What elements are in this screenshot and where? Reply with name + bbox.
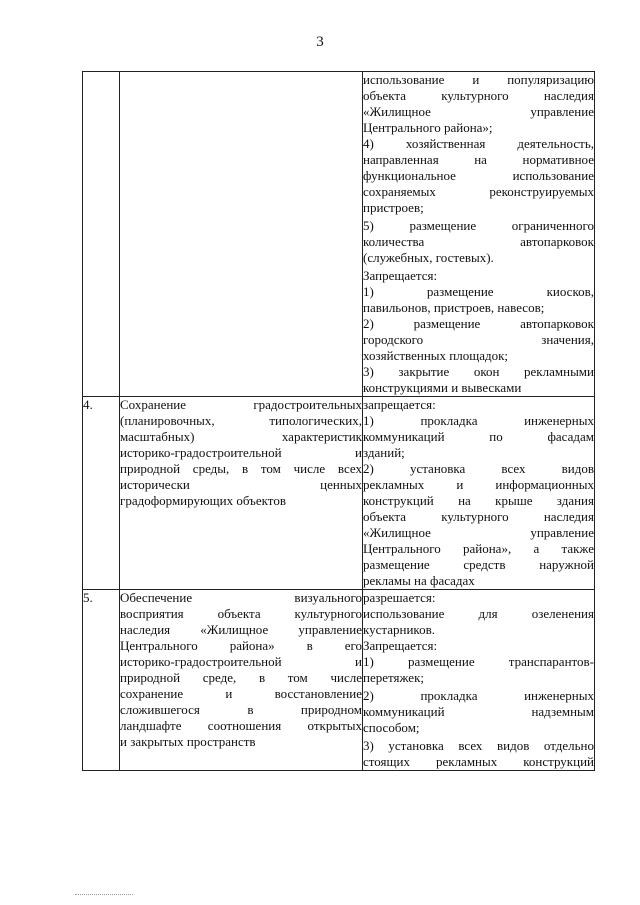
text-line: природной среде, в том числе — [120, 670, 362, 685]
text-line: историко-градостроительной и — [120, 445, 362, 460]
text-line: коммуникаций надземным — [363, 704, 594, 719]
text-line: наследия «Жилищное управление — [120, 622, 362, 637]
row-number — [83, 72, 120, 397]
condition-cell — [120, 72, 363, 397]
text-line: объекта культурного наследия — [363, 88, 594, 103]
text-line: кустарников. — [363, 622, 435, 637]
text-line: (служебных, гостевых). — [363, 250, 494, 265]
text-line: пристроев; — [363, 200, 424, 215]
requirements-cell — [363, 72, 595, 397]
text-line: сохраняемых реконструируемых — [363, 184, 594, 199]
text-line: 5) размещение ограниченного — [363, 218, 594, 233]
text-line: Центрального района», а также — [363, 541, 594, 556]
text-line: конструкциями и вывесками — [363, 380, 522, 395]
footer-mark — [75, 894, 133, 896]
text-line: Обеспечение визуального — [120, 590, 362, 605]
text-line: коммуникаций по фасадам — [363, 429, 594, 444]
text-line: использование для озеленения — [363, 606, 594, 621]
text-line: 1) прокладка инженерных — [363, 413, 594, 428]
regulations-table — [82, 71, 595, 771]
text-line: способом; — [363, 720, 420, 735]
row-number: 5. — [83, 590, 120, 771]
text-line: (планировочных, типологических, — [120, 413, 362, 428]
text-line: Запрещается: — [363, 638, 438, 653]
text-line: 2) размещение автопарковок — [363, 316, 594, 331]
text-line: сложившегося в природном — [120, 702, 362, 717]
text-line: 4) хозяйственная деятельность, — [363, 136, 594, 151]
text-line: функциональное использование — [363, 168, 594, 183]
text-line: Центрального района» в его — [120, 638, 362, 653]
text-line: использование и популяризацию — [363, 72, 594, 87]
text-line: рекламы на фасадах — [363, 573, 475, 588]
text-line: «Жилищное управление — [363, 525, 594, 540]
text-line: «Жилищное управление — [363, 104, 594, 119]
text-line: павильонов, пристроев, навесов; — [363, 300, 545, 315]
text-line: восприятия объекта культурного — [120, 606, 362, 621]
text-line: 2) установка всех видов — [363, 461, 594, 476]
requirements-cell — [363, 397, 595, 590]
text-line: масштабных) характеристик — [120, 429, 362, 444]
requirements-cell — [363, 590, 595, 771]
text-line: природной среды, в том числе всех — [120, 461, 362, 476]
text-line: городского значения, — [363, 332, 594, 347]
text-line: перетяжек; — [363, 670, 424, 685]
text-line: 2) прокладка инженерных — [363, 688, 594, 703]
text-line: объекта культурного наследия — [363, 509, 594, 524]
page-number: 3 — [316, 34, 324, 50]
text-line: конструкций на крыше здания — [363, 493, 594, 508]
text-line: 1) размещение транспарантов- — [363, 654, 594, 669]
text-line: стоящих рекламных конструкций — [363, 754, 594, 769]
text-line: Центрального района»; — [363, 120, 493, 135]
text-line: рекламных и информационных — [363, 477, 594, 492]
text-line: ландшафте соотношения открытых — [120, 718, 362, 733]
text-line: историко-градостроительной и — [120, 654, 362, 669]
row-number: 4. — [83, 397, 120, 590]
text-line: Сохранение градостроительных — [120, 397, 362, 412]
condition-cell — [120, 590, 363, 771]
table-row — [83, 590, 595, 771]
table-row — [83, 397, 595, 590]
text-line: количества автопарковок — [363, 234, 594, 249]
text-line: зданий; — [363, 445, 405, 460]
text-line: 3) установка всех видов отдельно — [363, 738, 594, 753]
text-line: хозяйственных площадок; — [363, 348, 509, 363]
text-line: Запрещается: — [363, 268, 438, 283]
text-line: исторически ценных — [120, 477, 362, 492]
text-line: градоформирующих объектов — [120, 493, 286, 508]
text-line: размещение средств наружной — [363, 557, 594, 572]
text-line: запрещается: — [363, 397, 436, 412]
text-line: разрешается: — [363, 590, 436, 605]
text-line: сохранение и восстановление — [120, 686, 362, 701]
text-line: направленная на нормативное — [363, 152, 594, 167]
table-row — [83, 72, 595, 397]
text-line: 1) размещение киосков, — [363, 284, 594, 299]
text-line: 3) закрытие окон рекламными — [363, 364, 594, 379]
condition-cell — [120, 397, 363, 590]
text-line: и закрытых пространств — [120, 734, 256, 749]
